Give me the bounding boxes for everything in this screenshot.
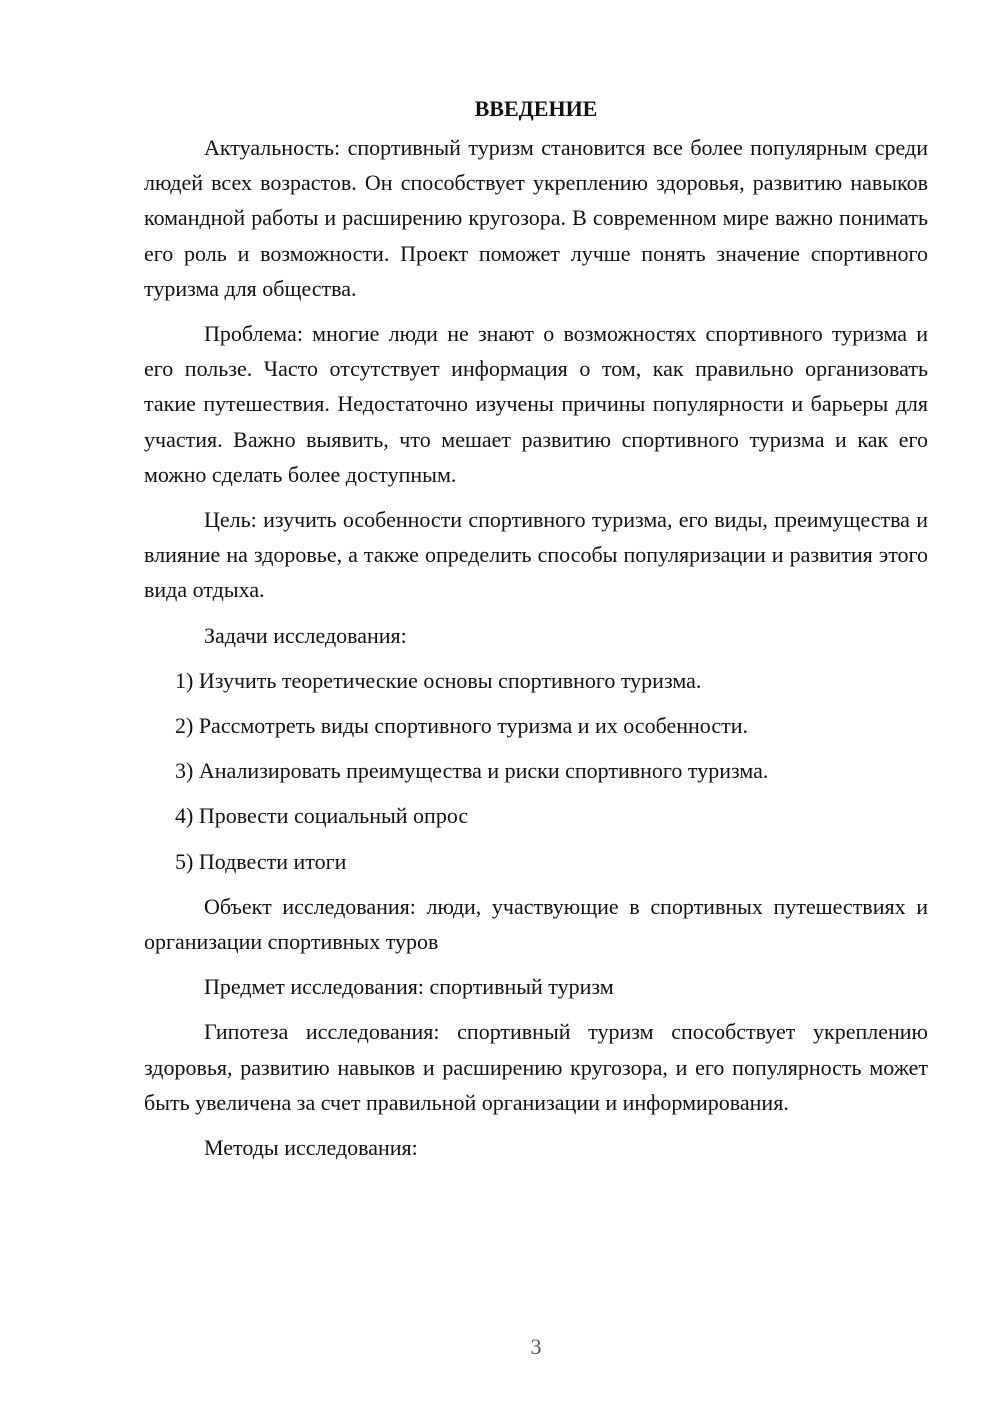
task-item-2: 2) Рассмотреть виды спортивного туризма и их особенности. xyxy=(175,713,748,739)
page-number: 3 xyxy=(530,1334,542,1359)
section-heading: ВВЕДЕНИЕ xyxy=(474,96,598,121)
tasks-list xyxy=(144,663,928,879)
tasks-label: Задачи исследования: xyxy=(204,622,407,648)
hypothesis-paragraph: Гипотеза исследования: спортивный туризм способствует укреплению здоровья, развитию навыков и расширению кругозора, и его популярность может быть увеличена за счет правильной организации и информирования. xyxy=(144,1019,928,1115)
goal-paragraph: Цель: изучить особенности спортивного туризма, его виды, преимущества и влияние на здоровье, а также определить способы популяризации и развития этого вида отдыха. xyxy=(144,507,928,603)
methods-label: Методы исследования: xyxy=(204,1135,418,1161)
subject-paragraph: Предмет исследования: спортивный туризм xyxy=(204,974,614,1000)
task-item-5: 5) Подвести итоги xyxy=(175,848,347,874)
object-paragraph: Объект исследования: люди, участвующие в спортивных путешествиях и организации спортивных туров xyxy=(144,893,928,955)
page-content xyxy=(144,94,928,1175)
task-item-4: 4) Провести социальный опрос xyxy=(175,803,469,829)
task-item-3: 3) Анализировать преимущества и риски спортивного туризма. xyxy=(175,758,769,784)
problem-paragraph: Проблема: многие люди не знают о возможностях спортивного туризма и его пользе. Часто отсутствует информация о том, как правильно организовать такие путешествия. Недостаточно изучены причины популярности и барьеры для участия. Важно выявить, что мешает развитию спортивного туризма и как его можно сделать более доступным. xyxy=(144,321,928,487)
relevance-paragraph: Актуальность: спортивный туризм становится все более популярным среди людей всех возрастов. Он способствует укреплению здоровья, развитию навыков командной работы и расширению кругозора. В современном мире важно понимать его роль и возможности. Проект поможет лучше понять значение спортивного туризма для общества. xyxy=(144,135,928,301)
task-item-1: 1) Изучить теоретические основы спортивного туризма. xyxy=(175,667,702,693)
